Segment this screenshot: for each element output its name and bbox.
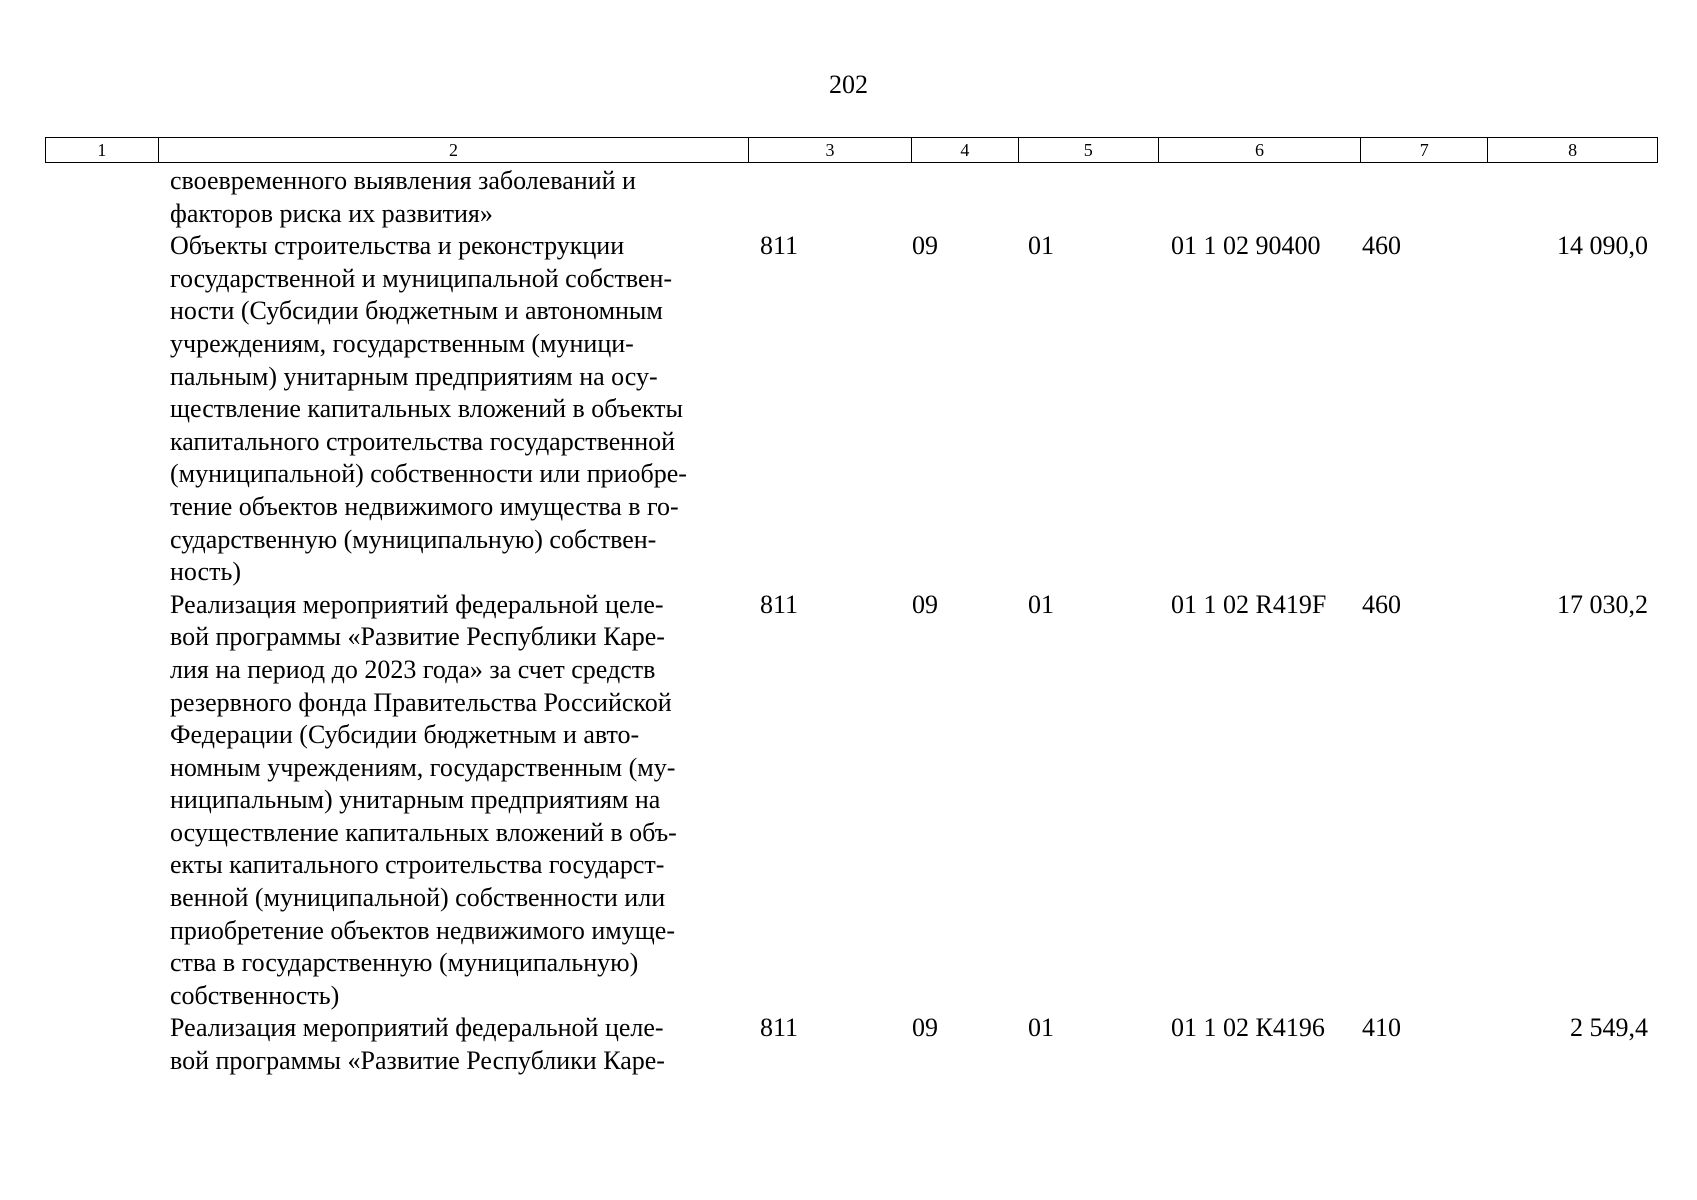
column-number-8: 8 [1568,140,1578,160]
table-row [45,589,1658,1013]
ministry-code [749,165,912,230]
item-description: своевременного выявления заболеваний и факторов риска их развития» [170,166,636,228]
target-article-code: 01 1 02 К4196 [1171,1013,1325,1043]
page-number: 202 [829,70,868,99]
column-number-3: 3 [749,138,912,162]
subsection-code: 01 [1028,231,1054,261]
section-code [912,165,1019,230]
subsection-code: 01 [1028,589,1054,619]
row-number [45,589,158,1013]
column-number-1: 1 [46,138,159,162]
expense-type-code: 460 [1362,231,1401,261]
item-description: Реализация мероприятий федеральной целе- вой программы «Развитие Республики Каре- [170,1013,665,1076]
column-number-6: 6 [1159,138,1362,162]
row-number [45,1012,158,1077]
budget-table-body [45,165,1658,1078]
table-row [45,1012,1658,1077]
amount: 14 090,0 [1557,231,1648,261]
expense-type-code: 410 [1362,1013,1401,1043]
column-number-5: 5 [1019,138,1159,162]
section-code: 09 [912,589,938,619]
target-article-code: 01 1 02 R419F [1171,589,1327,619]
item-description: Объекты строительства и реконструкции государственной и муниципальной собствен- ности (Субсидии бюджетным и автономным учреждениям, государственным (муници- пальным) унитарным предприятиям на осу- ществление капитальных вложений в объекты капитального строительства государственной (муниципальной) собственности или приобре- тение объектов недвижимого имущества в го- сударственную (муниципальную) собствен- ность) [170,231,687,587]
item-description: Реализация мероприятий федеральной целе- вой программы «Развитие Республики Каре- лия на период до 2023 года» за счет средств резервного фонда Правительства Российской Федерации (Субсидии бюджетным и авто- номным учреждениям, государственным (му- ниципальным) унитарным предприятиям на осуществление капитальных вложений в объ- екты капитального строительства государст- венной (муниципальной) собственности или приобретение объектов недвижимого имуще- ства в государственную (муниципальную) собственность) [170,589,677,1010]
amount: 17 030,2 [1557,589,1648,619]
column-number-2: 2 [159,138,749,162]
subsection-code [1019,165,1159,230]
expense-type-code [1362,165,1489,230]
ministry-code: 811 [760,1013,799,1043]
target-article-code: 01 1 02 90400 [1171,231,1321,261]
expense-type-code: 460 [1362,589,1401,619]
subsection-code: 01 [1028,1013,1054,1043]
column-number-7: 7 [1361,138,1488,162]
column-number-4: 4 [912,138,1019,162]
table-row [45,230,1658,589]
section-code: 09 [912,231,938,261]
table-header [45,137,1658,163]
ministry-code: 811 [760,231,799,261]
amount: 2 549,4 [1570,1013,1648,1043]
table-row [45,165,1658,230]
row-number [45,230,158,589]
row-number [45,165,158,230]
ministry-code: 811 [760,589,799,619]
amount [1489,165,1658,230]
target-article-code [1159,165,1362,230]
section-code: 09 [912,1013,938,1043]
